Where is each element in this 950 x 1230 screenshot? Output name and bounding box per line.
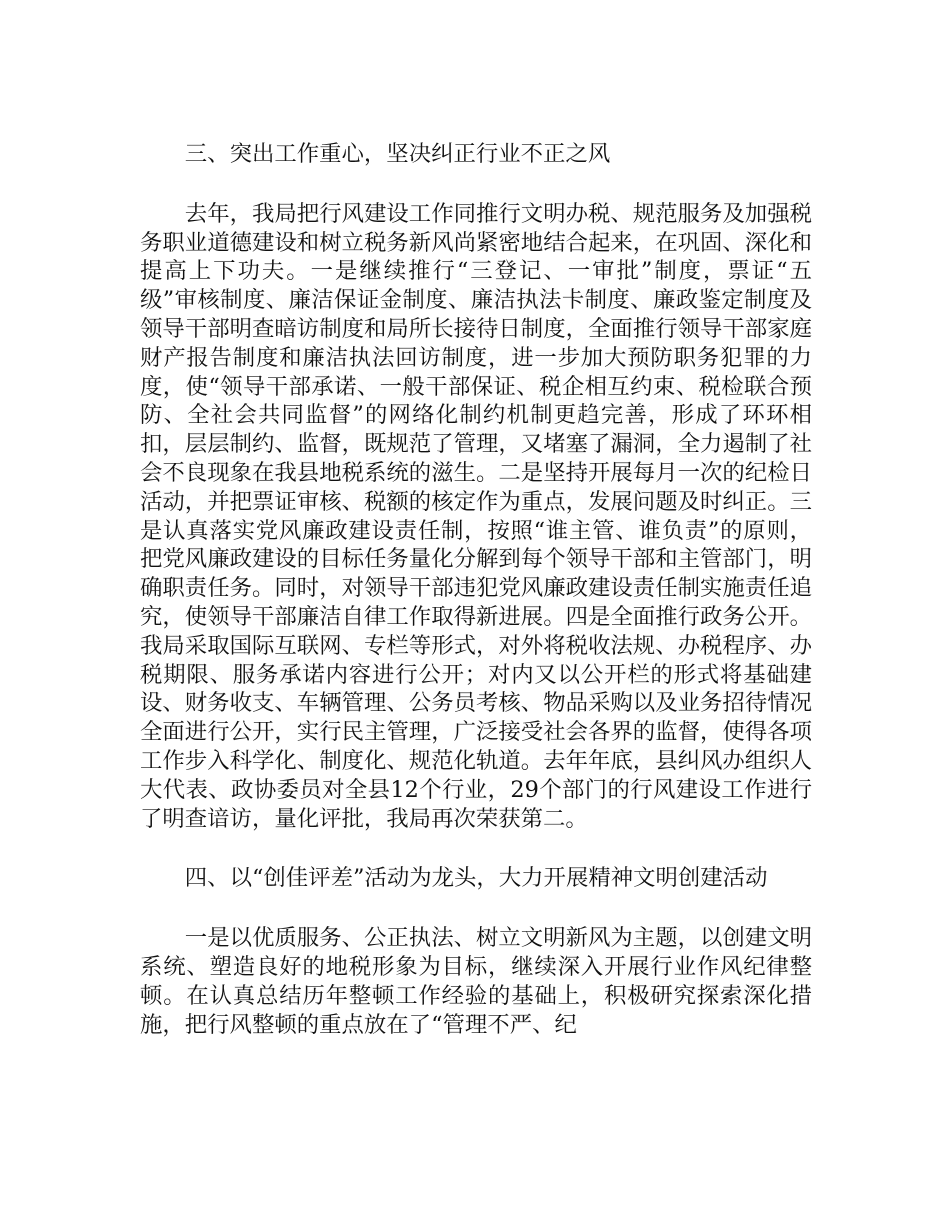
section-4-heading: 四、以“创佳评差”活动为龙头，大力开展精神文明创建活动 bbox=[184, 865, 768, 892]
section-3-heading: 三、突出工作重心，坚决纠正行业不正之风 bbox=[184, 141, 611, 167]
section-4-paragraph: 一是以优质服务、公正执法、树立文明新风为主题，以创建文明系统、塑造良好的地税形象为目标，继续深入开展行业作风纪律整顿。在认真总结历年整顿工作经验的基础上，积极研究探索深化措施，把行风整顿的重点放在了“管理不严、纪 bbox=[140, 925, 812, 1038]
section-3-paragraph: 去年，我局把行风建设工作同推行文明办税、规范服务及加强税务职业道德建设和树立税务新风尚紧密地结合起来，在巩固、深化和提高上下功夫。一是继续推行“三登记、一审批”制度，票证“五级”审核制度、廉洁保证金制度、廉洁执法卡制度、廉政鉴定制度及领导干部明查暗访制度和局所长接待日制度，全面推行领导干部家庭财产报告制度和廉洁执法回访制度，进一步加大预防职务犯罪的力度，使“领导干部承诺、一般干部保证、税企相互约束、税检联合预防、全社会共同监督”的网络化制约机制更趋完善，形成了环环相扣，层层制约、监督，既规范了管理，又堵塞了漏洞，全力遏制了社会不良现象在我县地税系统的滋生。二是坚持开展每月一次的纪检日活动，并把票证审核、税额的核定作为重点，发展问题及时纠正。三是认真落实党风廉政建设责任制，按照“谁主管、谁负责”的原则，把党风廉政建设的目标任务量化分解到每个领导干部和主管部门，明确职责任务。同时，对领导干部违犯党风廉政建设责任制实施责任追究，使领导干部廉洁自律工作取得新进展。四是全面推行政务公开。我局采取国际互联网、专栏等形式，对外将税收法规、办税程序、办税期限、服务承诺内容进行公开；对内又以公开栏的形式将基础建设、财务收支、车辆管理、公务员考核、物品采购以及业务招待情况全面进行公开，实行民主管理，广泛接受社会各界的监督，使得各项工作步入科学化、制度化、规范化轨道。去年年底，县纠风办组织人大代表、政协委员对全县12个行业，29个部门的行风建设工作进行了明查谙访，量化评批，我局再次荣获第二。 bbox=[140, 200, 812, 832]
paragraph-gap bbox=[140, 169, 812, 200]
paragraph-gap bbox=[140, 893, 812, 924]
paragraph-gap bbox=[140, 833, 812, 864]
document-body bbox=[140, 140, 812, 1039]
